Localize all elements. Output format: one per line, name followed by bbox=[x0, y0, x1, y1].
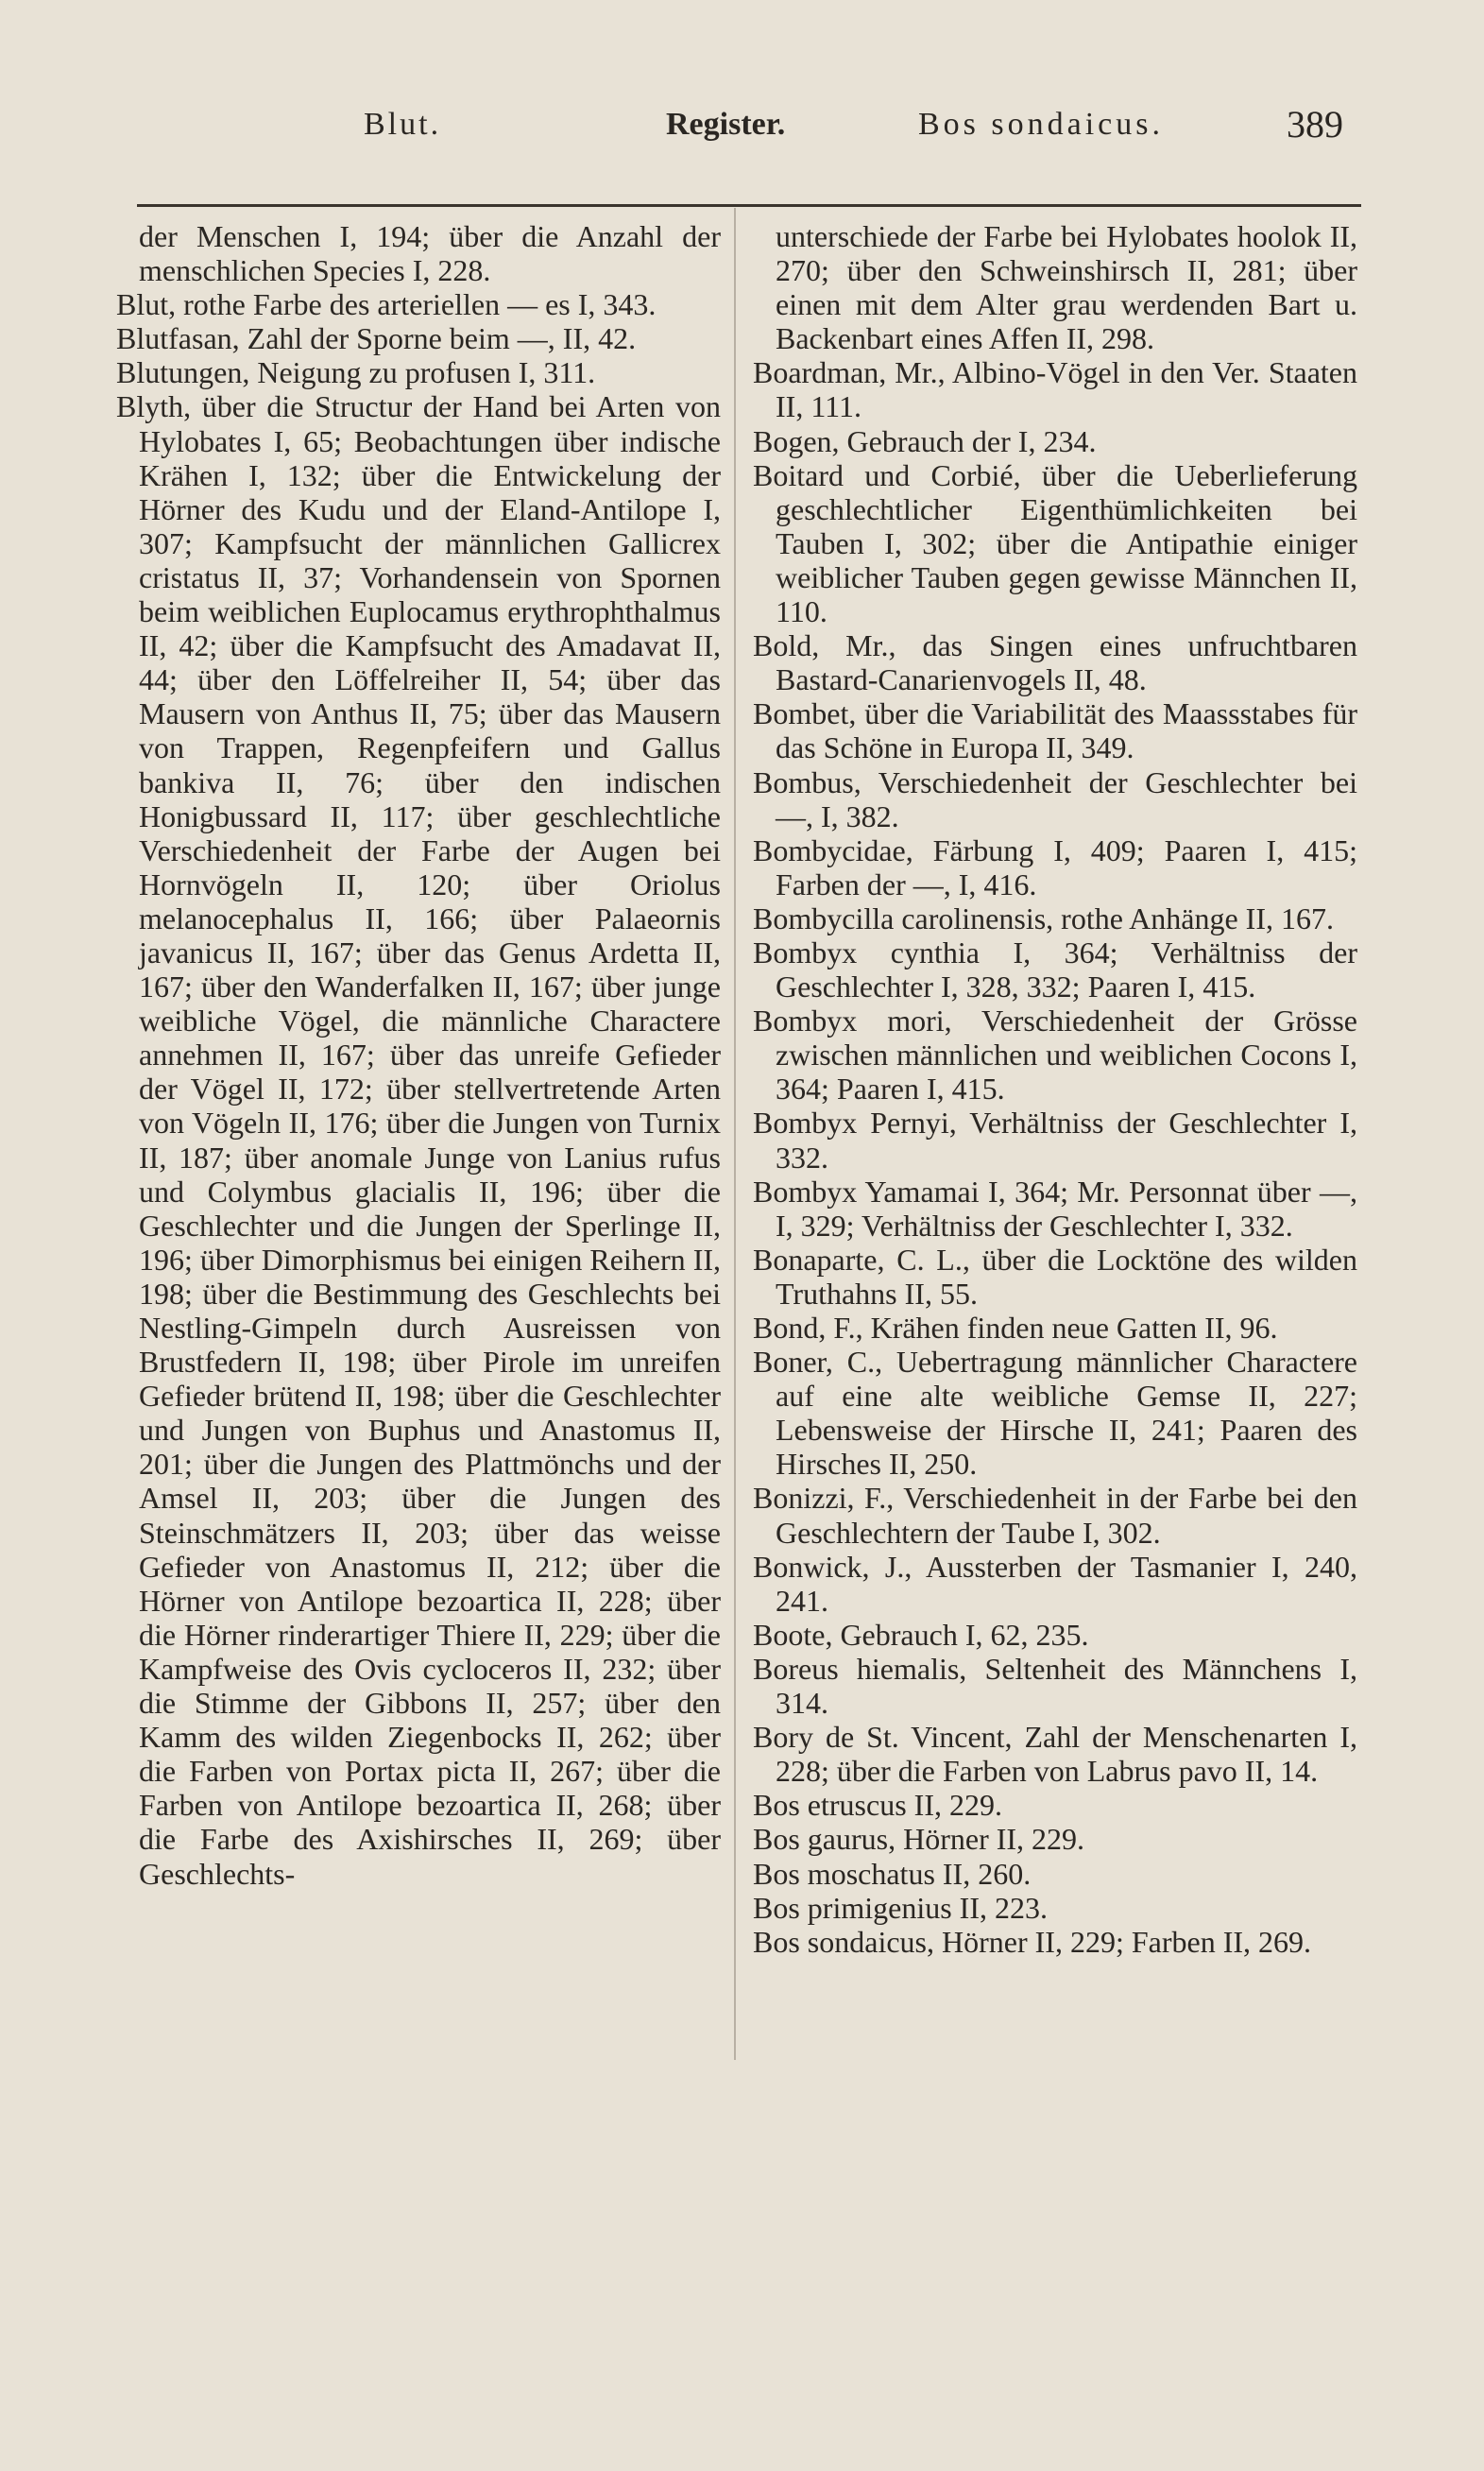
index-entry: Bos primigenius II, 223. bbox=[753, 1890, 1048, 1925]
index-entry: Bos gaurus, Hörner II, 229. bbox=[753, 1822, 1085, 1857]
index-entry: Bos sondaicus, Hörner II, 229; Farben II, 269. bbox=[753, 1924, 1311, 1959]
column-divider bbox=[734, 208, 736, 2060]
index-entry: Bos moschatus II, 260. bbox=[753, 1856, 1032, 1891]
index-entry: Bos etruscus II, 229. bbox=[753, 1788, 1002, 1823]
index-entry: Boitard und Corbié, über die Ueberlieferung geschlechtlicher Eigenthümlichkeiten bei Tauben I, 302; über die Antipathie einiger weiblicher Tauben gegen gewisse Männchen II, 110. bbox=[753, 457, 1357, 629]
index-entry: Bonwick, J., Aussterben der Tasmanier I, 240, 241. bbox=[753, 1549, 1357, 1618]
index-entry: Bombus, Verschiedenheit der Geschlechter bei —, I, 382. bbox=[753, 764, 1357, 833]
header-rule bbox=[137, 204, 1361, 207]
index-entry: Bory de St. Vincent, Zahl der Menschenarten I, 228; über die Farben von Labrus pavo II, 14. bbox=[753, 1720, 1357, 1789]
page-number: 389 bbox=[1287, 103, 1343, 146]
index-entry: Bombyx Pernyi, Verhältniss der Geschlechter I, 332. bbox=[753, 1106, 1357, 1175]
index-entry: Blut, rothe Farbe des arteriellen — es I, 343. bbox=[116, 287, 657, 322]
index-entry: Bond, F., Krähen finden neue Gatten II, 96. bbox=[753, 1311, 1278, 1345]
continued-entry: der Menschen I, 194; über die Anzahl der menschlichen Species I, 228. bbox=[139, 219, 721, 288]
running-head-left: Blut. bbox=[364, 107, 442, 142]
index-entry: Boardman, Mr., Albino-Vögel in den Ver. Staaten II, 111. bbox=[753, 355, 1357, 424]
running-head-right: Bos sondaicus. bbox=[918, 107, 1164, 142]
index-entry: Boreus hiemalis, Seltenheit des Männchens I, 314. bbox=[753, 1651, 1357, 1721]
right-column bbox=[753, 219, 1357, 1959]
index-entry: Bombycilla carolinensis, rothe Anhänge II, 167. bbox=[753, 901, 1334, 935]
index-entry: Bold, Mr., das Singen eines unfruchtbaren Bastard-Canarienvogels II, 48. bbox=[753, 628, 1357, 697]
index-entry: Bombyx cynthia I, 364; Verhältniss der Geschlechter I, 328, 332; Paaren I, 415. bbox=[753, 935, 1357, 1004]
running-head-title: Register. bbox=[666, 107, 786, 142]
index-entry: Bombyx mori, Verschiedenheit der Grösse zwischen männlichen und weiblichen Cocons I, 364; Paaren I, 415. bbox=[753, 1004, 1357, 1107]
index-entry: Bonizzi, F., Verschiedenheit in der Farbe bei den Geschlechtern der Taube I, 302. bbox=[753, 1481, 1357, 1550]
index-entry: Bogen, Gebrauch der I, 234. bbox=[753, 423, 1097, 458]
index-entry: Boner, C., Uebertragung männlicher Charactere auf eine alte weibliche Gemse II, 227; Lebensweise der Hirsche II, 241; Paaren des Hirsches II, 250. bbox=[753, 1345, 1357, 1482]
index-entry: Bombycidae, Färbung I, 409; Paaren I, 415; Farben der —, I, 416. bbox=[753, 832, 1357, 901]
index-entry: Blutungen, Neigung zu profusen I, 311. bbox=[116, 355, 596, 390]
continued-entry: unterschiede der Farbe bei Hylobates hoolok II, 270; über den Schweinshirsch II, 281; über einen mit dem Alter grau werdenden Bart u. Backenbart eines Affen II, 298. bbox=[776, 219, 1357, 356]
index-entry: Blyth, über die Structur der Hand bei Arten von Hylobates I, 65; Beobachtungen über indische Krähen I, 132; über die Entwickelung der Hörner des Kudu und der Eland-Antilope I, 307; Kampfsucht der männlichen Gallicrex cristatus II, 37; Vorhandensein von Spornen beim weiblichen Euplocamus erythrophthalmus II, 42; über die Kampfsucht des Amadavat II, 44; über den Löffelreiher II, 54; über das Mausern von Anthus II, 75; über das Mausern von Trappen, Regenpfeifern und Gallus bankiva II, 76; über den indischen Honigbussard II, 117; über geschlechtliche Verschiedenheit der Farbe der Augen bei Hornvögeln II, 120; über Oriolus melanocephalus II, 166; über Palaeornis javanicus II, 167; über das Genus Ardetta II, 167; über den Wanderfalken II, 167; über junge weibliche Vögel, die männliche Charactere annehmen II, 167; über das unreife Gefieder der Vögel II, 172; über stellvertretende Arten von Vögeln II, 176; über die Jungen von Turnix II, 187; über anomale Junge von Lanius rufus und Colymbus glacialis II, 196; über die Geschlechter und die Jungen der Sperlinge II, 196; über Dimorphismus bei einigen Reihern II, 198; über die Bestimmung des Geschlechts bei Nestling-Gimpeln durch Ausreissen von Brustfedern II, 198; über Pirole im unreifen Gefieder brütend II, 198; über die Geschlechter und Jungen von Buphus und Anastomus II, 201; über die Jungen des Plattmönchs und der Amsel II, 203; über die Jungen des Steinschmätzers II, 203; über das weisse Gefieder von Anastomus II, 212; über die Hörner von Antilope bezoartica II, 228; über die Hörner rinderartiger Thiere II, 229; über die Kampfweise des Ovis cycloceros II, 232; über die Stimme der Gibbons II, 257; über den Kamm des wilden Ziegenbocks II, 262; über die Farben von Portax picta II, 267; über die Farben von Antilope bezoartica II, 268; über die Farbe des Axishirsches II, 269; über Geschlechts- bbox=[116, 389, 721, 1891]
index-entry: Bombyx Yamamai I, 364; Mr. Personnat über —, I, 329; Verhältniss der Geschlechter I, 332. bbox=[753, 1174, 1357, 1243]
index-entry: Bombet, über die Variabilität des Maassstabes für das Schöne in Europa II, 349. bbox=[753, 696, 1357, 765]
left-column bbox=[116, 219, 721, 1891]
index-entry: Bonaparte, C. L., über die Locktöne des wilden Truthahns II, 55. bbox=[753, 1242, 1357, 1311]
index-entry: Boote, Gebrauch I, 62, 235. bbox=[753, 1617, 1089, 1652]
index-entry: Blutfasan, Zahl der Sporne beim —, II, 42. bbox=[116, 321, 637, 356]
